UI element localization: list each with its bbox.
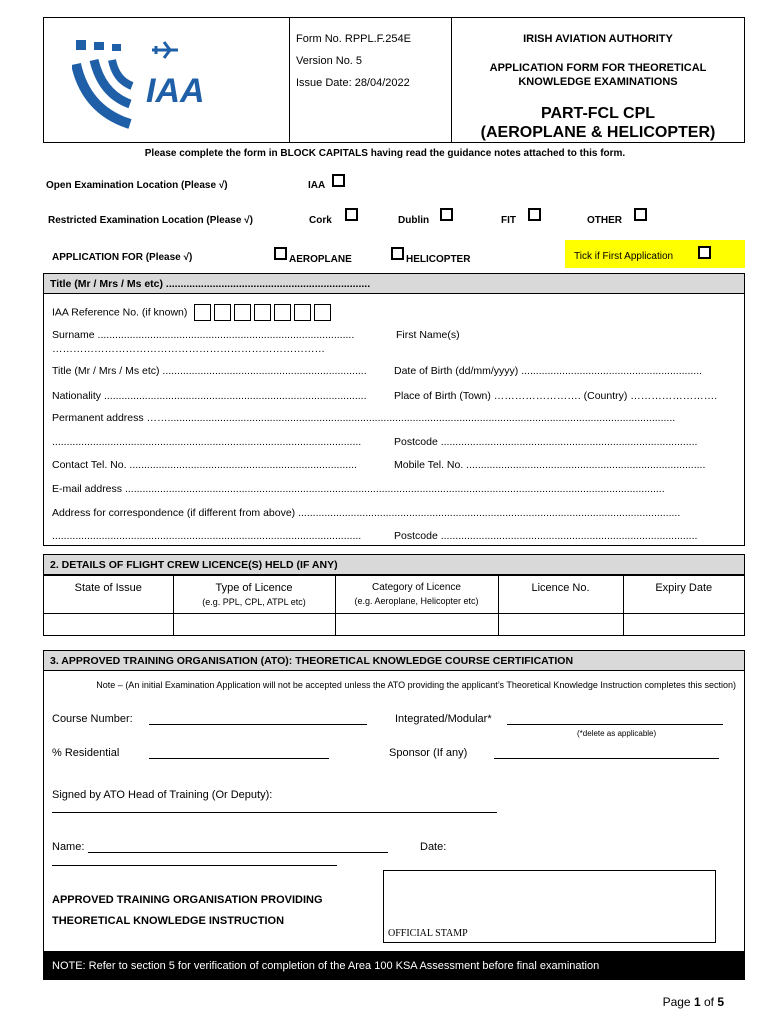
ato-label-1: APPROVED TRAINING ORGANISATION PROVIDING [52, 894, 323, 906]
residential-label: % Residential [52, 747, 120, 759]
option-dublin-label: Dublin [398, 215, 430, 226]
page-number: Page 1 of 5 [662, 995, 724, 1009]
cell-state[interactable] [44, 614, 173, 636]
part-title-2: (AEROPLANE & HELICOPTER) [480, 124, 716, 141]
address-field[interactable]: Permanent address …….............................................................................................................................................................................. [52, 412, 676, 424]
section2-title: 2. DETAILS OF FLIGHT CREW LICENCE(S) HELD (IF ANY) [44, 555, 744, 575]
header-title-cell [451, 17, 745, 143]
pob-field[interactable]: Place of Birth (Town) ……………………. (Country) ……………………. [394, 390, 718, 402]
ref-no-row [52, 304, 334, 321]
col-expiry: Expiry Date [623, 576, 744, 614]
residential-field[interactable] [149, 747, 329, 759]
footer-note: NOTE: Refer to section 5 for verification of completion of the Area 100 KSA Assessment before final examination [52, 960, 600, 972]
ref-box[interactable] [234, 304, 251, 321]
option-cork-label: Cork [309, 215, 332, 226]
first-application-highlight [565, 240, 745, 268]
section-ato [43, 650, 745, 980]
postcode-2-field[interactable]: Postcode ........................................................................................ [394, 530, 698, 542]
nationality-field[interactable]: Nationality .......................................................................................... [52, 390, 367, 402]
dob-field[interactable]: Date of Birth (dd/mm/yyyy) .............................................................. [394, 365, 703, 377]
application-for-label: APPLICATION FOR (Please √) [52, 252, 193, 263]
cork-checkbox[interactable] [345, 208, 358, 221]
restricted-location-label: Restricted Examination Location (Please √) [48, 215, 253, 226]
ato-label-2: THEORETICAL KNOWLEDGE INSTRUCTION [52, 915, 285, 927]
cell-expiry[interactable] [623, 614, 744, 636]
form-number: Form No. RPPL.F.254E [296, 33, 411, 45]
ref-box[interactable] [194, 304, 211, 321]
cell-type[interactable] [173, 614, 335, 636]
fit-checkbox[interactable] [528, 208, 541, 221]
authority-name: IRISH AVIATION AUTHORITY [523, 33, 673, 45]
cell-licence-no[interactable] [498, 614, 623, 636]
col-state: State of Issue [44, 576, 173, 614]
option-helicopter-label: HELICOPTER [406, 254, 471, 265]
integrated-field[interactable] [507, 713, 723, 725]
correspondence-line-2[interactable]: .......................................................................................................... [52, 530, 362, 542]
footer-note-bar [44, 951, 744, 979]
issue-date: Issue Date: 28/04/2022 [296, 77, 410, 89]
first-application-label: Tick if First Application [574, 251, 674, 262]
first-application-checkbox[interactable] [698, 246, 711, 259]
course-number-label: Course Number: [52, 713, 133, 725]
ref-box[interactable] [314, 304, 331, 321]
section-licences [43, 554, 745, 636]
stamp-label: OFFICIAL STAMP [388, 928, 468, 939]
form-title: APPLICATION FORM FOR THEORETICAL KNOWLEDGE EXAMINATIONS [489, 62, 707, 88]
header-logo-cell [43, 17, 290, 143]
licence-table [44, 575, 744, 636]
dublin-checkbox[interactable] [440, 208, 453, 221]
version-number: Version No. 5 [296, 55, 363, 67]
address-line-2[interactable]: .......................................................................................................... [52, 436, 362, 448]
ref-no-label: IAA Reference No. (if known) [52, 306, 188, 319]
signature-field[interactable] [52, 801, 497, 813]
delete-note: (*delete as applicable) [577, 729, 657, 738]
option-other-label: OTHER [587, 215, 622, 226]
ref-box[interactable] [294, 304, 311, 321]
ref-box[interactable] [254, 304, 271, 321]
contact-tel-field[interactable]: Contact Tel. No. .............................................................................. [52, 459, 357, 471]
iaa-checkbox[interactable] [332, 174, 345, 187]
header-form-info [289, 17, 452, 143]
col-type: Type of Licence (e.g. PPL, CPL, ATPL etc) [173, 576, 335, 614]
integrated-label: Integrated/Modular* [395, 713, 492, 725]
ref-box[interactable] [214, 304, 231, 321]
name-field[interactable] [88, 841, 388, 853]
part-title-1: PART-FCL CPL [540, 105, 656, 122]
date-label: Date: [420, 841, 447, 853]
section3-title: 3. APPROVED TRAINING ORGANISATION (ATO): THEORETICAL KNOWLEDGE COURSE CERTIFICATION [44, 651, 744, 671]
sponsor-field[interactable] [494, 747, 719, 759]
mobile-tel-field[interactable]: Mobile Tel. No. .................................................................................. [394, 459, 706, 471]
surname-field[interactable]: Surname ........................................................................................ [52, 329, 355, 341]
logo-text: IAA [146, 72, 205, 110]
stamp-box[interactable] [383, 870, 716, 943]
correspondence-field[interactable]: Address for correspondence (if different from above) ................................................................................................................................... [52, 507, 681, 519]
name-field-2[interactable] [52, 854, 337, 866]
sponsor-label: Sponsor (If any) [389, 747, 468, 759]
signed-label: Signed by ATO Head of Training (Or Deputy): [52, 789, 273, 801]
title-field[interactable]: Title (Mr / Mrs / Ms etc) ...................................................................... [52, 365, 367, 377]
aeroplane-checkbox[interactable] [274, 247, 287, 260]
email-field[interactable]: E-mail address ......................................................................................................................................................................................... [52, 483, 665, 495]
option-fit-label: FIT [501, 215, 516, 226]
option-iaa-label: IAA [308, 180, 326, 191]
name-label: Name: [52, 841, 85, 853]
section1-title: Title (Mr / Mrs / Ms etc) ...................................................................... [44, 274, 744, 294]
first-name-label[interactable]: First Name(s) [396, 329, 460, 341]
other-checkbox[interactable] [634, 208, 647, 221]
option-aeroplane-label: AEROPLANE [289, 254, 352, 265]
ato-note: Note – (An initial Examination Application will not be accepted unless the ATO providing the applicant’s Theoretical Knowledge Instruction completes this section) [96, 680, 736, 690]
course-number-field[interactable] [149, 713, 367, 725]
col-category: Category of Licence (e.g. Aeroplane, Helicopter etc) [335, 576, 498, 614]
open-location-label: Open Examination Location (Please √) [46, 180, 228, 191]
cell-category[interactable] [335, 614, 498, 636]
postcode-field[interactable]: Postcode ........................................................................................ [394, 436, 698, 448]
ref-box[interactable] [274, 304, 291, 321]
helicopter-checkbox[interactable] [391, 247, 404, 260]
col-licence-no: Licence No. [498, 576, 623, 614]
section-personal-details [43, 273, 745, 546]
first-name-dots[interactable]: …………………………………………………………………… [52, 343, 325, 355]
iaa-logo [72, 38, 232, 138]
instruction-text: Please complete the form in BLOCK CAPITALS having read the guidance notes attached to this form. [144, 148, 626, 159]
